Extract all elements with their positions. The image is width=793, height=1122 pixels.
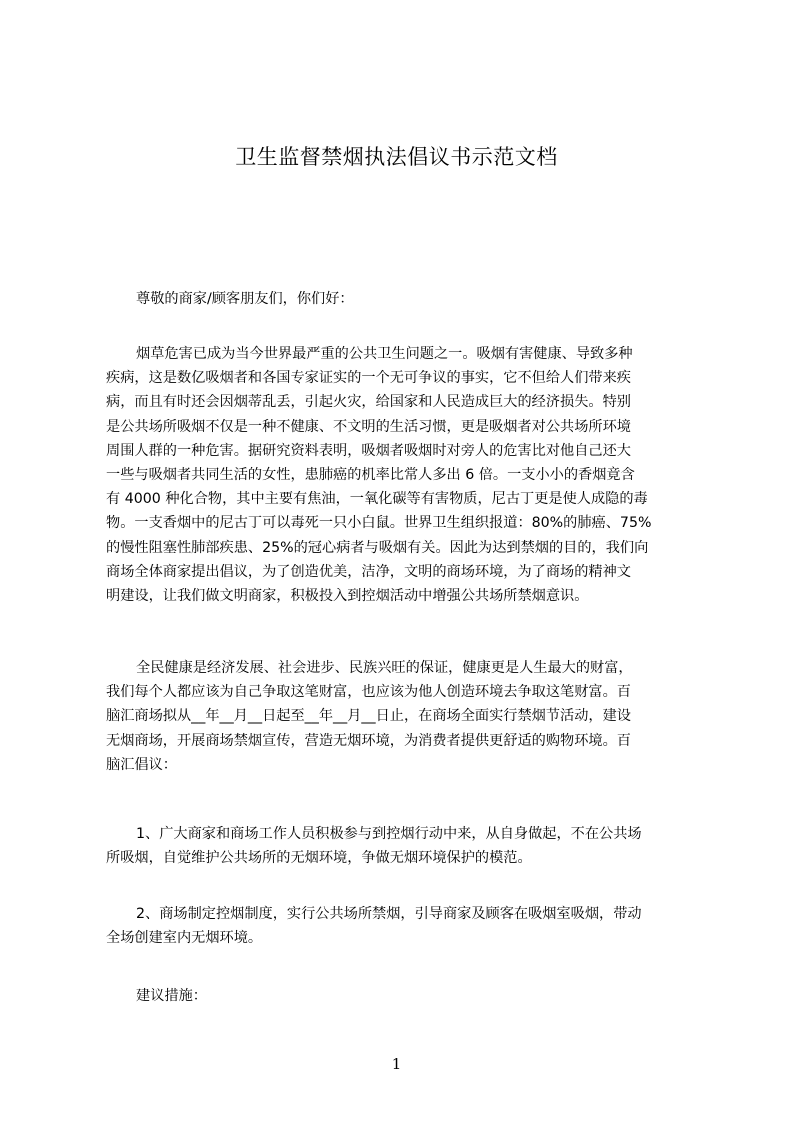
paragraph-line: 所吸烟，自觉维护公共场所的无烟环境，争做无烟环境保护的模范。	[106, 850, 532, 867]
paragraph-line: 是公共场所吸烟不仅是一种不健康、不文明的生活习惯，更是吸烟者对公共场所环境	[106, 418, 631, 435]
paragraph-line: 全民健康是经济发展、社会进步、民族兴旺的保证，健康更是人生最大的财富，	[136, 660, 633, 676]
paragraph-line: 1、广大商家和商场工作人员积极参与到控烟行动中来，从自身做起，不在公共场	[136, 826, 642, 842]
paragraph-line: 脑汇倡议：	[106, 756, 177, 773]
paragraph-line: 无烟商场，开展商场禁烟宣传，营造无烟环境，为消费者提供更舒适的购物环境。百	[106, 732, 631, 749]
greeting-line: 尊敬的商家/顾客朋友们，你们好：	[136, 291, 354, 307]
paragraph-line: 疾病，这是数亿吸烟者和各国专家证实的一个无可争议的事实，它不但给人们带来疾	[106, 370, 631, 387]
document-title: 卫生监督禁烟执法倡议书示范文档	[235, 145, 558, 169]
paragraph-smoking-hazards	[106, 342, 700, 608]
paragraph-line: 我们每个人都应该为自己争取这笔财富，也应该为他人创造环境去争取这笔财富。百	[106, 684, 631, 701]
initiative-item-2	[106, 902, 700, 950]
measures-label: 建议措施：	[136, 988, 207, 1004]
paragraph-line: 全场创建室内无烟环境。	[106, 930, 263, 947]
paragraph-line: 烟草危害已成为当今世界最严重的公共卫生问题之一。吸烟有害健康、导致多种	[136, 346, 633, 362]
paragraph-line: 一些与吸烟者共同生活的女性，患肺癌的机率比常人多出 6 倍。一支小小的香烟竟含	[106, 466, 635, 483]
paragraph-line: 商场全体商家提出倡议，为了创造优美，洁净，文明的商场环境，为了商场的精神文	[106, 563, 631, 580]
initiative-item-1	[106, 822, 700, 870]
greeting-block	[106, 287, 700, 311]
paragraph-line: 2、商场制定控烟制度，实行公共场所禁烟，引导商家及顾客在吸烟室吸烟，带动	[136, 906, 642, 922]
paragraph-line: 脑汇商场拟从__年__月__日起至__年__月__日止，在商场全面实行禁烟节活动，建设	[106, 708, 631, 725]
paragraph-line: 有 4000 种化合物，其中主要有焦油，一氧化碳等有害物质，尼古丁更是使人成隐的毒	[106, 491, 648, 508]
page-number: 1	[391, 1055, 402, 1073]
measures-block	[106, 984, 700, 1008]
paragraph-line: 病，而且有时还会因烟蒂乱丢，引起火灾，给国家和人民造成巨大的经济损失。特别	[106, 394, 631, 411]
paragraph-line: 物。一支香烟中的尼古丁可以毒死一只小白鼠。世界卫生组织报道：80%的肺癌、75%	[106, 515, 652, 532]
paragraph-line: 周围人群的一种危害。据研究资料表明，吸烟者吸烟时对旁人的危害比对他自己还大	[106, 442, 631, 459]
paragraph-line: 的慢性阻塞性肺部疾患、25%的冠心病者与吸烟有关。因此为达到禁烟的目的，我们向	[106, 539, 649, 556]
paragraph-line: 明建设，让我们做文明商家，积极投入到控烟活动中增强公共场所禁烟意识。	[106, 587, 589, 604]
paragraph-public-health	[106, 656, 700, 777]
